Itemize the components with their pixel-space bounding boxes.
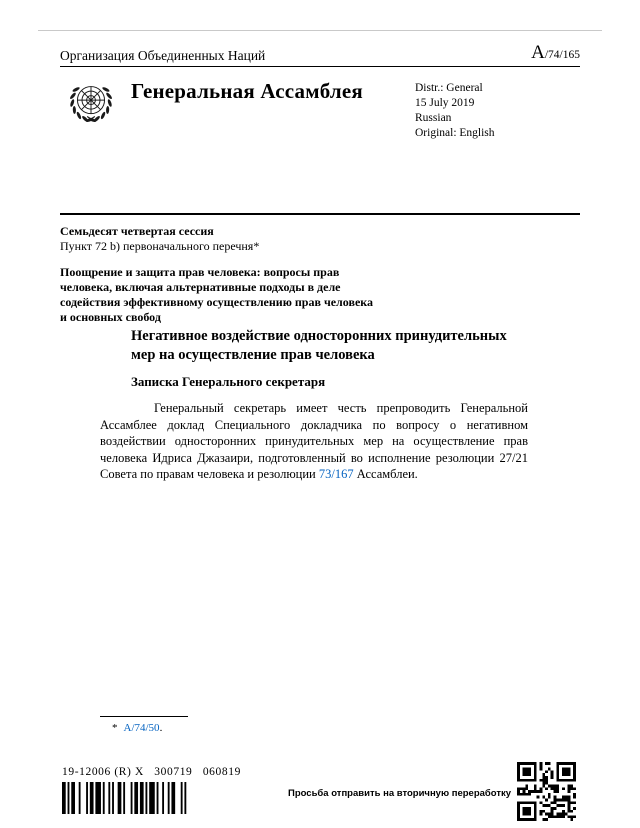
doc-symbol-number: /74/165 xyxy=(544,49,580,61)
language-line: Russian xyxy=(415,112,452,124)
note-paragraph xyxy=(100,400,528,483)
session-block xyxy=(60,224,400,325)
header-rule xyxy=(60,66,580,67)
agenda-description: Поощрение и защита прав человека: вопросы прав человека, включая альтернативные подходы в деле содействия эффективному осуществлению прав человека и основных свобод xyxy=(60,265,374,324)
date-line: 15 July 2019 xyxy=(415,97,475,109)
distr-block xyxy=(415,81,495,141)
note-heading: Записка Генерального секретаря xyxy=(131,374,326,389)
footnote xyxy=(112,722,162,734)
masthead-rule xyxy=(60,213,580,215)
qr-code xyxy=(517,762,576,821)
org-name: Организация Объединенных Наций xyxy=(60,48,266,63)
resolution-link[interactable]: 73/167 xyxy=(318,467,354,481)
original-line: Original: English xyxy=(415,127,495,139)
doc-symbol xyxy=(531,42,580,64)
doc-symbol-letter: A xyxy=(531,42,545,63)
footer-code: 19-12006 (R) X 300719 060819 xyxy=(62,766,241,778)
distr-line: Distr.: General xyxy=(415,82,483,94)
paragraph-text-end: Ассамблеи. xyxy=(353,467,418,481)
footnote-rule xyxy=(100,716,188,717)
paragraph-text: Генеральный секретарь имеет честь препроводить Генеральной Ассамблее доклад Специального докладчика по вопросу о негативном воздействии односторонних принудительных мер на осуществление прав человека Идриса Джазаири, подготовленный во исполнение резолюции 27/21 Совета по правам человека и резолюции xyxy=(100,401,528,481)
recycle-note xyxy=(288,786,529,800)
page-edge-line xyxy=(38,30,602,31)
barcode xyxy=(62,782,190,814)
footnote-reference[interactable]: A/74/50 xyxy=(123,722,160,734)
recycle-text: Просьба отправить на вторичную переработку xyxy=(288,787,512,799)
session-title: Семьдесят четвертая сессия xyxy=(60,224,214,238)
footnote-period: . xyxy=(159,722,163,734)
un-emblem-icon xyxy=(62,74,120,132)
report-title: Негативное воздействие односторонних принудительных мер на осуществление прав человека xyxy=(131,328,507,363)
assembly-title: Генеральная Ассамблея xyxy=(131,79,363,103)
document-header xyxy=(60,42,580,64)
agenda-item: Пункт 72 b) первоначального перечня* xyxy=(60,239,260,253)
footnote-marker: * xyxy=(112,722,118,734)
